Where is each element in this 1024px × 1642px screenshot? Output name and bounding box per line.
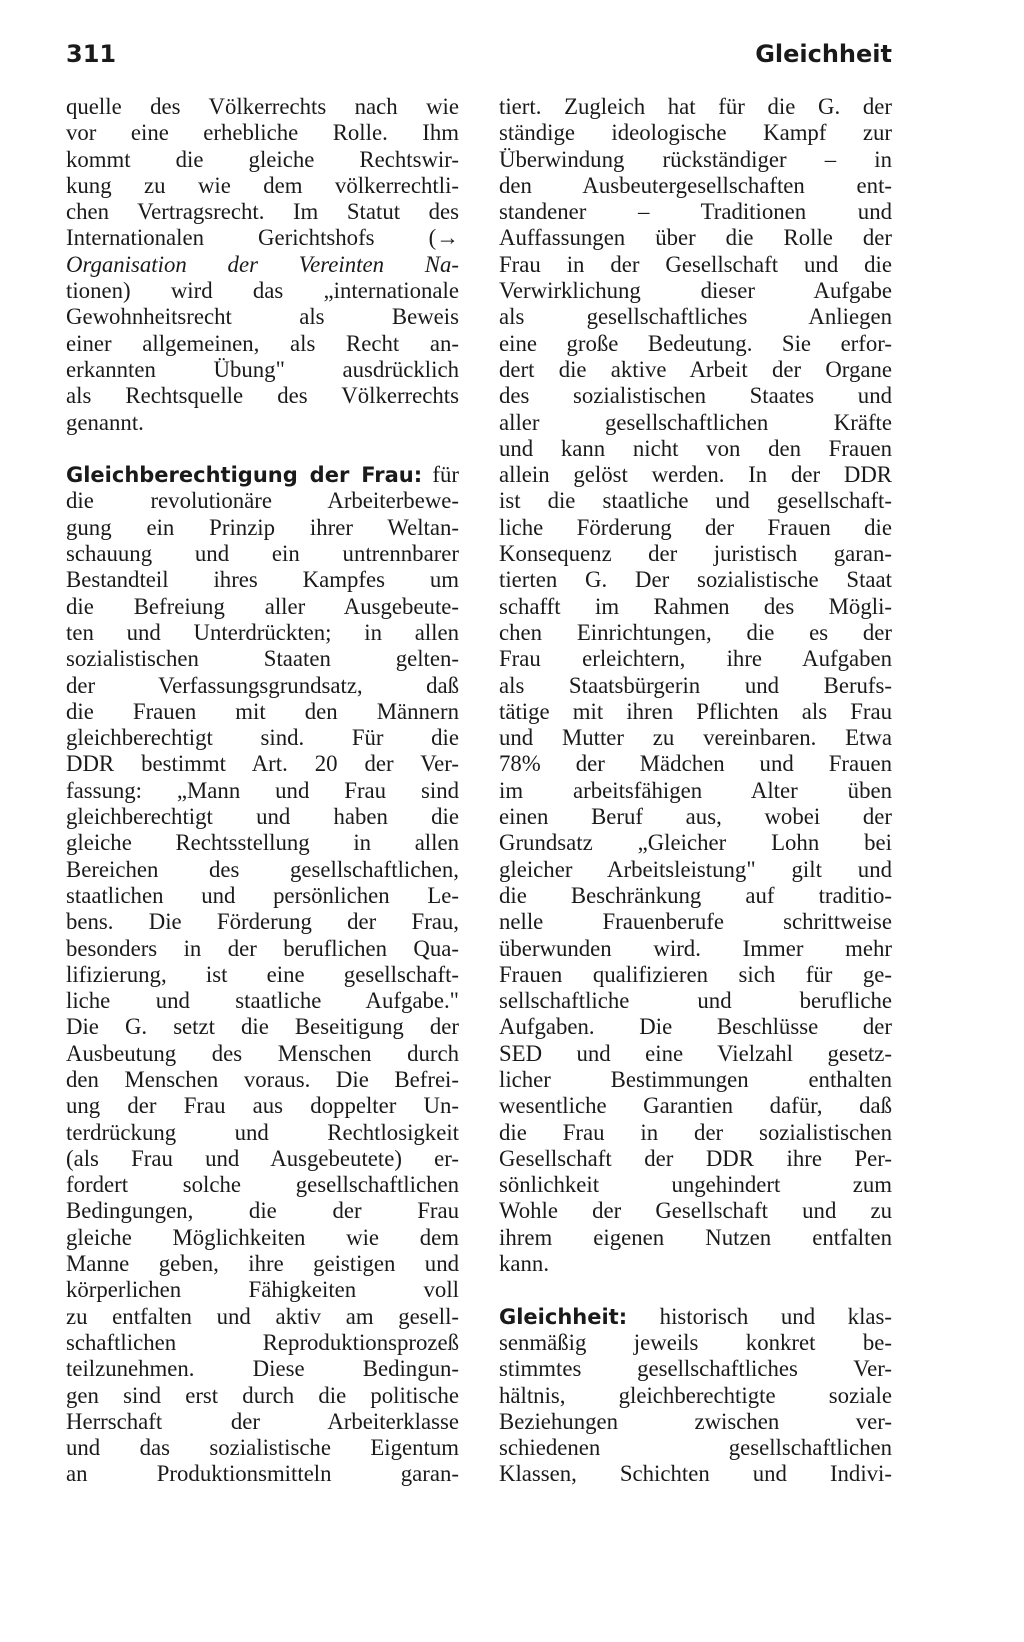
paragraph-gap <box>499 1277 892 1303</box>
text-line: kann. <box>499 1251 550 1277</box>
text-line: als Rechtsquelle des Völkerrechts <box>66 383 459 409</box>
text-line: 78% der Mädchen und Frauen <box>499 751 892 777</box>
text-line-italic <box>66 252 459 278</box>
text-line: gleichberechtigt sind. Für die <box>66 725 459 751</box>
entry-term: Gleichberechtigung der Frau: <box>66 463 423 488</box>
text-line: Bedingungen, die der Frau <box>66 1198 459 1224</box>
text-line: die Beschränkung auf traditio- <box>499 882 892 908</box>
text-line: Verwirklichung dieser Aufgabe <box>499 278 892 304</box>
text-line: zu entfalten und aktiv am gesell- <box>66 1303 459 1329</box>
text-line: Bestandteil ihres Kampfes um <box>66 567 459 593</box>
entry-heading-line <box>66 462 459 488</box>
text-line: Grundsatz „Gleicher Lohn bei <box>499 830 892 856</box>
text-line: sellschaftliche und berufliche <box>499 988 892 1014</box>
text-line: im arbeitsfähigen Alter üben <box>499 777 892 803</box>
text-line: erkannten Übung" ausdrücklich <box>66 356 459 382</box>
entry-heading-line <box>499 1304 892 1330</box>
text-line: und kann nicht von den Frauen <box>499 435 892 461</box>
text-line: als gesellschaftliches Anliegen <box>499 304 892 330</box>
left-column <box>66 94 459 1488</box>
text-line: tiert. Zugleich hat für die G. der <box>499 94 892 119</box>
text-line: Wohle der Gesellschaft und zu <box>499 1198 892 1224</box>
text-line: schiedenen gesellschaftlichen <box>499 1435 892 1461</box>
text-line: nelle Frauenberufe schrittweise <box>499 909 892 935</box>
text-line: Ausbeutung des Menschen durch <box>66 1040 459 1066</box>
text-line: die revolutionäre Arbeiterbewe- <box>66 488 459 514</box>
text-line: Klassen, Schichten und Indivi- <box>499 1461 892 1487</box>
text-line: allein gelöst werden. In der DDR <box>499 462 892 488</box>
right-column <box>499 94 892 1488</box>
text-line: gung ein Prinzip ihrer Weltan- <box>66 514 459 540</box>
text-line: bens. Die Förderung der Frau, <box>66 909 459 935</box>
text-line: den Menschen voraus. Die Befrei- <box>66 1066 459 1092</box>
text-line: genannt. <box>66 409 144 435</box>
text-line: Beziehungen zwischen ver- <box>499 1408 892 1434</box>
text-line: schaftlichen Reproduktionsprozeß <box>66 1329 459 1355</box>
text-line: Überwindung rückständiger – in <box>499 146 892 172</box>
text-line: Internationalen Gerichtshofs (→ <box>66 225 459 251</box>
text-line: standener – Traditionen und <box>499 199 892 225</box>
text-line: (als Frau und Ausgebeutete) er- <box>66 1145 459 1171</box>
text-line: Frau erleichtern, ihre Aufgaben <box>499 646 892 672</box>
text-line: Gewohnheitsrecht als Beweis <box>66 304 459 330</box>
left-paragraph-1 <box>66 94 459 436</box>
text-line: einen Beruf aus, wobei der <box>499 804 892 830</box>
text-line: kung zu wie dem völkerrechtli- <box>66 172 459 198</box>
text-line: überwunden wird. Immer mehr <box>499 935 892 961</box>
text-line: lifizierung, ist eine gesellschaft- <box>66 961 459 987</box>
entry-gleichberechtigung <box>66 462 459 1488</box>
text-line: SED und eine Vielzahl gesetz- <box>499 1040 892 1066</box>
right-paragraph-1 <box>499 94 892 1277</box>
entry-heading-rest: historisch und klas- <box>627 1303 892 1329</box>
text-line: vor eine erhebliche Rolle. Ihm <box>66 120 459 146</box>
entry-term: Gleichheit: <box>499 1304 628 1329</box>
text-line: die Befreiung aller Ausgebeute- <box>66 593 459 619</box>
text-line: als Staatsbürgerin und Berufs- <box>499 672 892 698</box>
text-line: terdrückung und Rechtlosigkeit <box>66 1119 459 1145</box>
text-line: gleichberechtigt und haben die <box>66 804 459 830</box>
text-line: schauung und ein untrennbarer <box>66 541 459 567</box>
text-line: quelle des Völkerrechts nach wie <box>66 94 459 119</box>
text-line: staatlichen und persönlichen Le- <box>66 882 459 908</box>
text-line: tierten G. Der sozialistische Staat <box>499 567 892 593</box>
text-line: hältnis, gleichberechtigte soziale <box>499 1382 892 1408</box>
text-line: Gesellschaft der DDR ihre Per- <box>499 1145 892 1171</box>
text-line: Frauen qualifizieren sich für ge- <box>499 961 892 987</box>
text-line: die Frauen mit den Männern <box>66 698 459 724</box>
text-line: licher Bestimmungen enthalten <box>499 1066 892 1092</box>
text-line: gleiche Rechtsstellung in allen <box>66 830 459 856</box>
text-line: eine große Bedeutung. Sie erfor- <box>499 330 892 356</box>
text-line: gen sind erst durch die politische <box>66 1382 459 1408</box>
text-line: Aufgaben. Die Beschlüsse der <box>499 1014 892 1040</box>
text-line: Manne geben, ihre geistigen und <box>66 1251 459 1277</box>
text-line: schafft im Rahmen des Mögli- <box>499 593 892 619</box>
running-head: Gleichheit <box>755 40 892 68</box>
text-line: dert die aktive Arbeit der Organe <box>499 356 892 382</box>
text-line: chen Einrichtungen, die es der <box>499 619 892 645</box>
text-line: ihrem eigenen Nutzen entfalten <box>499 1224 892 1250</box>
text-line: gleiche Möglichkeiten wie dem <box>66 1224 459 1250</box>
text-line: liche und staatliche Aufgabe." <box>66 988 459 1014</box>
text-line: fassung: „Mann und Frau sind <box>66 777 459 803</box>
text-line: und das sozialistische Eigentum <box>66 1435 459 1461</box>
text-line: tionen) wird das „internationale <box>66 278 459 304</box>
text-line: ständige ideologische Kampf zur <box>499 120 892 146</box>
text-line: der Verfassungsgrundsatz, daß <box>66 672 459 698</box>
text-line: die Frau in der sozialistischen <box>499 1119 892 1145</box>
text-line: und Mutter zu vereinbaren. Etwa <box>499 725 892 751</box>
entry-gleichheit <box>499 1304 892 1488</box>
paragraph-gap <box>66 436 459 462</box>
entry-heading-rest: für <box>422 462 459 488</box>
text-line: kommt die gleiche Rechtswir- <box>66 146 459 172</box>
text-line: besonders in der beruflichen Qua- <box>66 935 459 961</box>
text-line: liche Förderung der Frauen die <box>499 514 892 540</box>
cross-reference: Organisation der Vereinten Na- <box>66 251 459 277</box>
text-line: ung der Frau aus doppelter Un- <box>66 1093 459 1119</box>
text-line: Konsequenz der juristisch garan- <box>499 541 892 567</box>
text-line: körperlichen Fähigkeiten voll <box>66 1277 459 1303</box>
page-number: 311 <box>66 40 117 68</box>
text-line: fordert solche gesellschaftlichen <box>66 1172 459 1198</box>
text-line: sozialistischen Staaten gelten- <box>66 646 459 672</box>
text-line: ten und Unterdrückten; in allen <box>66 619 459 645</box>
text-line: den Ausbeutergesellschaften ent- <box>499 172 892 198</box>
text-line: senmäßig jeweils konkret be- <box>499 1329 892 1355</box>
text-line: Auffassungen über die Rolle der <box>499 225 892 251</box>
page-header <box>66 40 892 80</box>
text-line: wesentliche Garantien dafür, daß <box>499 1093 892 1119</box>
text-line: Die G. setzt die Beseitigung der <box>66 1014 459 1040</box>
text-line: stimmtes gesellschaftliches Ver- <box>499 1356 892 1382</box>
text-line: teilzunehmen. Diese Bedingun- <box>66 1356 459 1382</box>
text-line: Herrschaft der Arbeiterklasse <box>66 1408 459 1434</box>
text-line: des sozialistischen Staates und <box>499 383 892 409</box>
text-line: Frau in der Gesellschaft und die <box>499 251 892 277</box>
text-line: aller gesellschaftlichen Kräfte <box>499 409 892 435</box>
text-line: an Produktionsmitteln garan- <box>66 1461 459 1487</box>
text-line: ist die staatliche und gesellschaft- <box>499 488 892 514</box>
text-line: sönlichkeit ungehindert zum <box>499 1172 892 1198</box>
text-line: DDR bestimmt Art. 20 der Ver- <box>66 751 459 777</box>
text-line: tätige mit ihren Pflichten als Frau <box>499 698 892 724</box>
text-line: chen Vertragsrecht. Im Statut des <box>66 199 459 225</box>
text-line: Bereichen des gesellschaftlichen, <box>66 856 459 882</box>
text-line: einer allgemeinen, als Recht an- <box>66 330 459 356</box>
text-line: gleicher Arbeitsleistung" gilt und <box>499 856 892 882</box>
